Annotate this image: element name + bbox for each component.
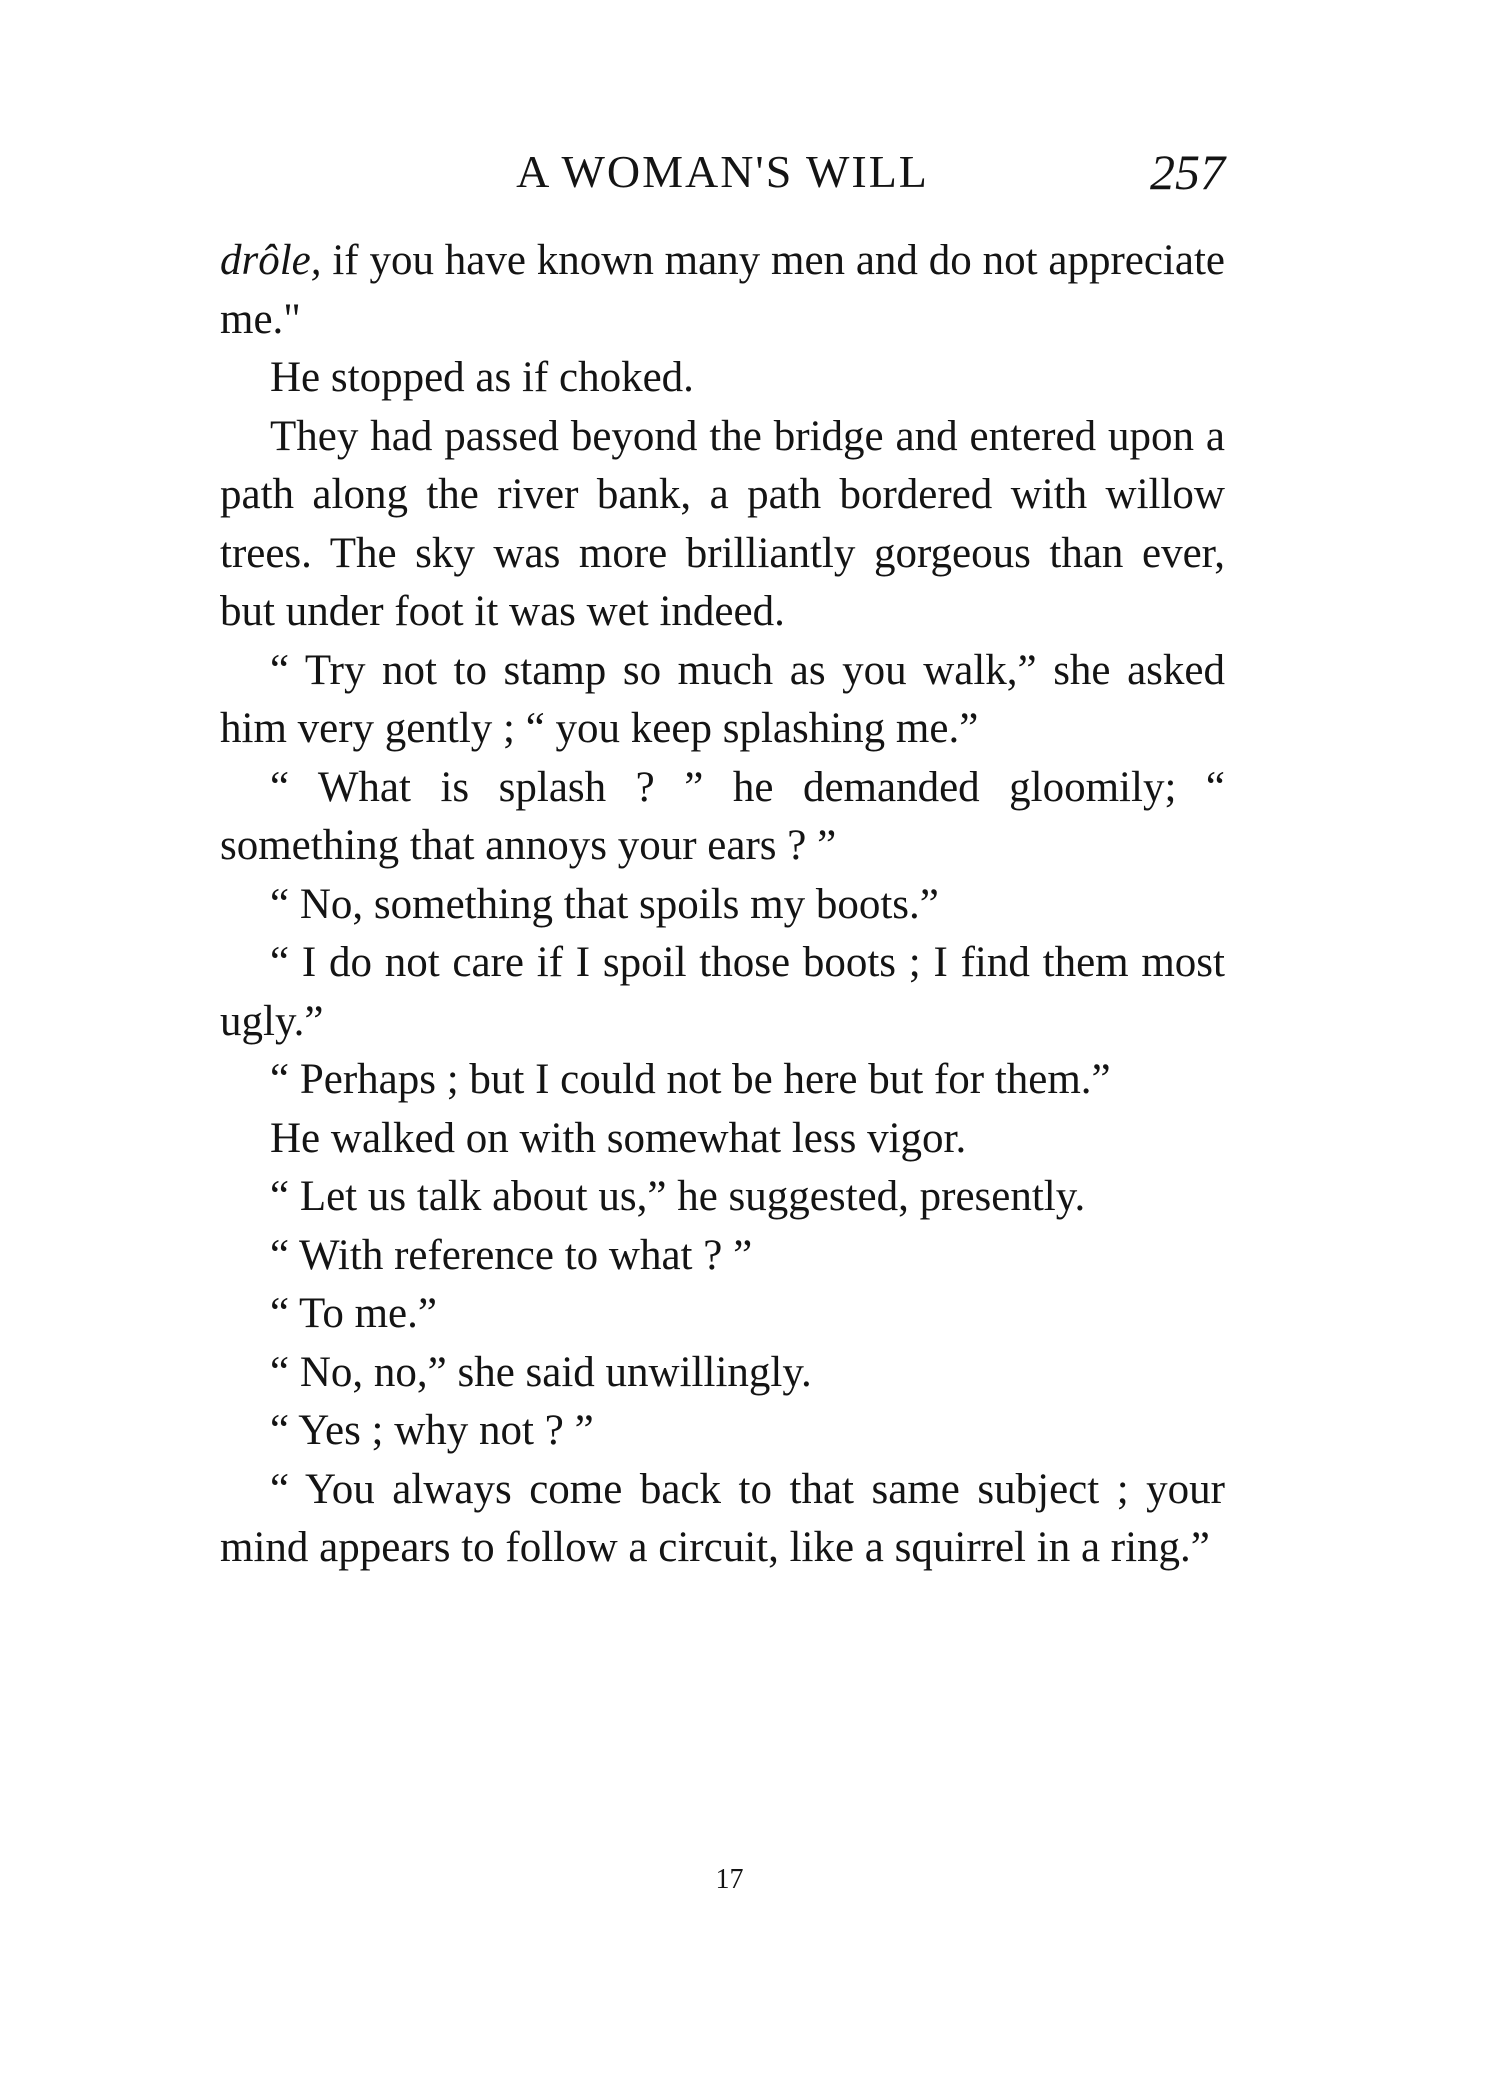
running-title: A WOMAN'S WILL (516, 146, 929, 197)
paragraph: “ Let us talk about us,” he suggested, presently. (270, 1173, 1086, 1220)
paragraph (220, 232, 1225, 349)
paragraph: “ No, no,” she said unwillingly. (270, 1348, 812, 1396)
paragraph-text: if you have known many men and do not appreciate me." (220, 237, 1225, 343)
paragraph: “ Perhaps ; but I could not be here but for them.” (270, 1056, 1111, 1103)
paragraph: “ With reference to what ? ” (270, 1231, 753, 1279)
paragraph: They had passed beyond the bridge and entered upon a path along the river bank, a path bordered with willow trees. The sky was more brilliantly gorgeous than ever, but under foot it was wet indeed. (220, 412, 1225, 635)
paragraph: “ I do not care if I spoil those boots ; I find them most ugly.” (220, 939, 1225, 1045)
paragraph: “ No, something that spoils my boots.” (270, 880, 939, 928)
running-head (220, 142, 1225, 202)
paragraph: “ Try not to stamp so much as you walk,” she asked him very gently ; “ you keep splashing me.” (220, 646, 1225, 752)
italic-word: drôle, (220, 237, 322, 284)
signature-mark: 17 (715, 1864, 744, 1895)
page-number: 257 (1150, 144, 1225, 200)
body-text (220, 232, 1225, 1578)
paragraph: He walked on with somewhat less vigor. (270, 1114, 967, 1162)
paragraph: He stopped as if choked. (270, 354, 694, 401)
paragraph: “ Yes ; why not ? ” (270, 1407, 594, 1454)
paragraph: “ To me.” (270, 1290, 437, 1337)
paragraph: “ What is splash ? ” he demanded gloomily; “ something that annoys your ears ? ” (220, 763, 1225, 869)
paragraph: “ You always come back to that same subject ; your mind appears to follow a circuit, like a squirrel in a ring.” (220, 1465, 1225, 1571)
